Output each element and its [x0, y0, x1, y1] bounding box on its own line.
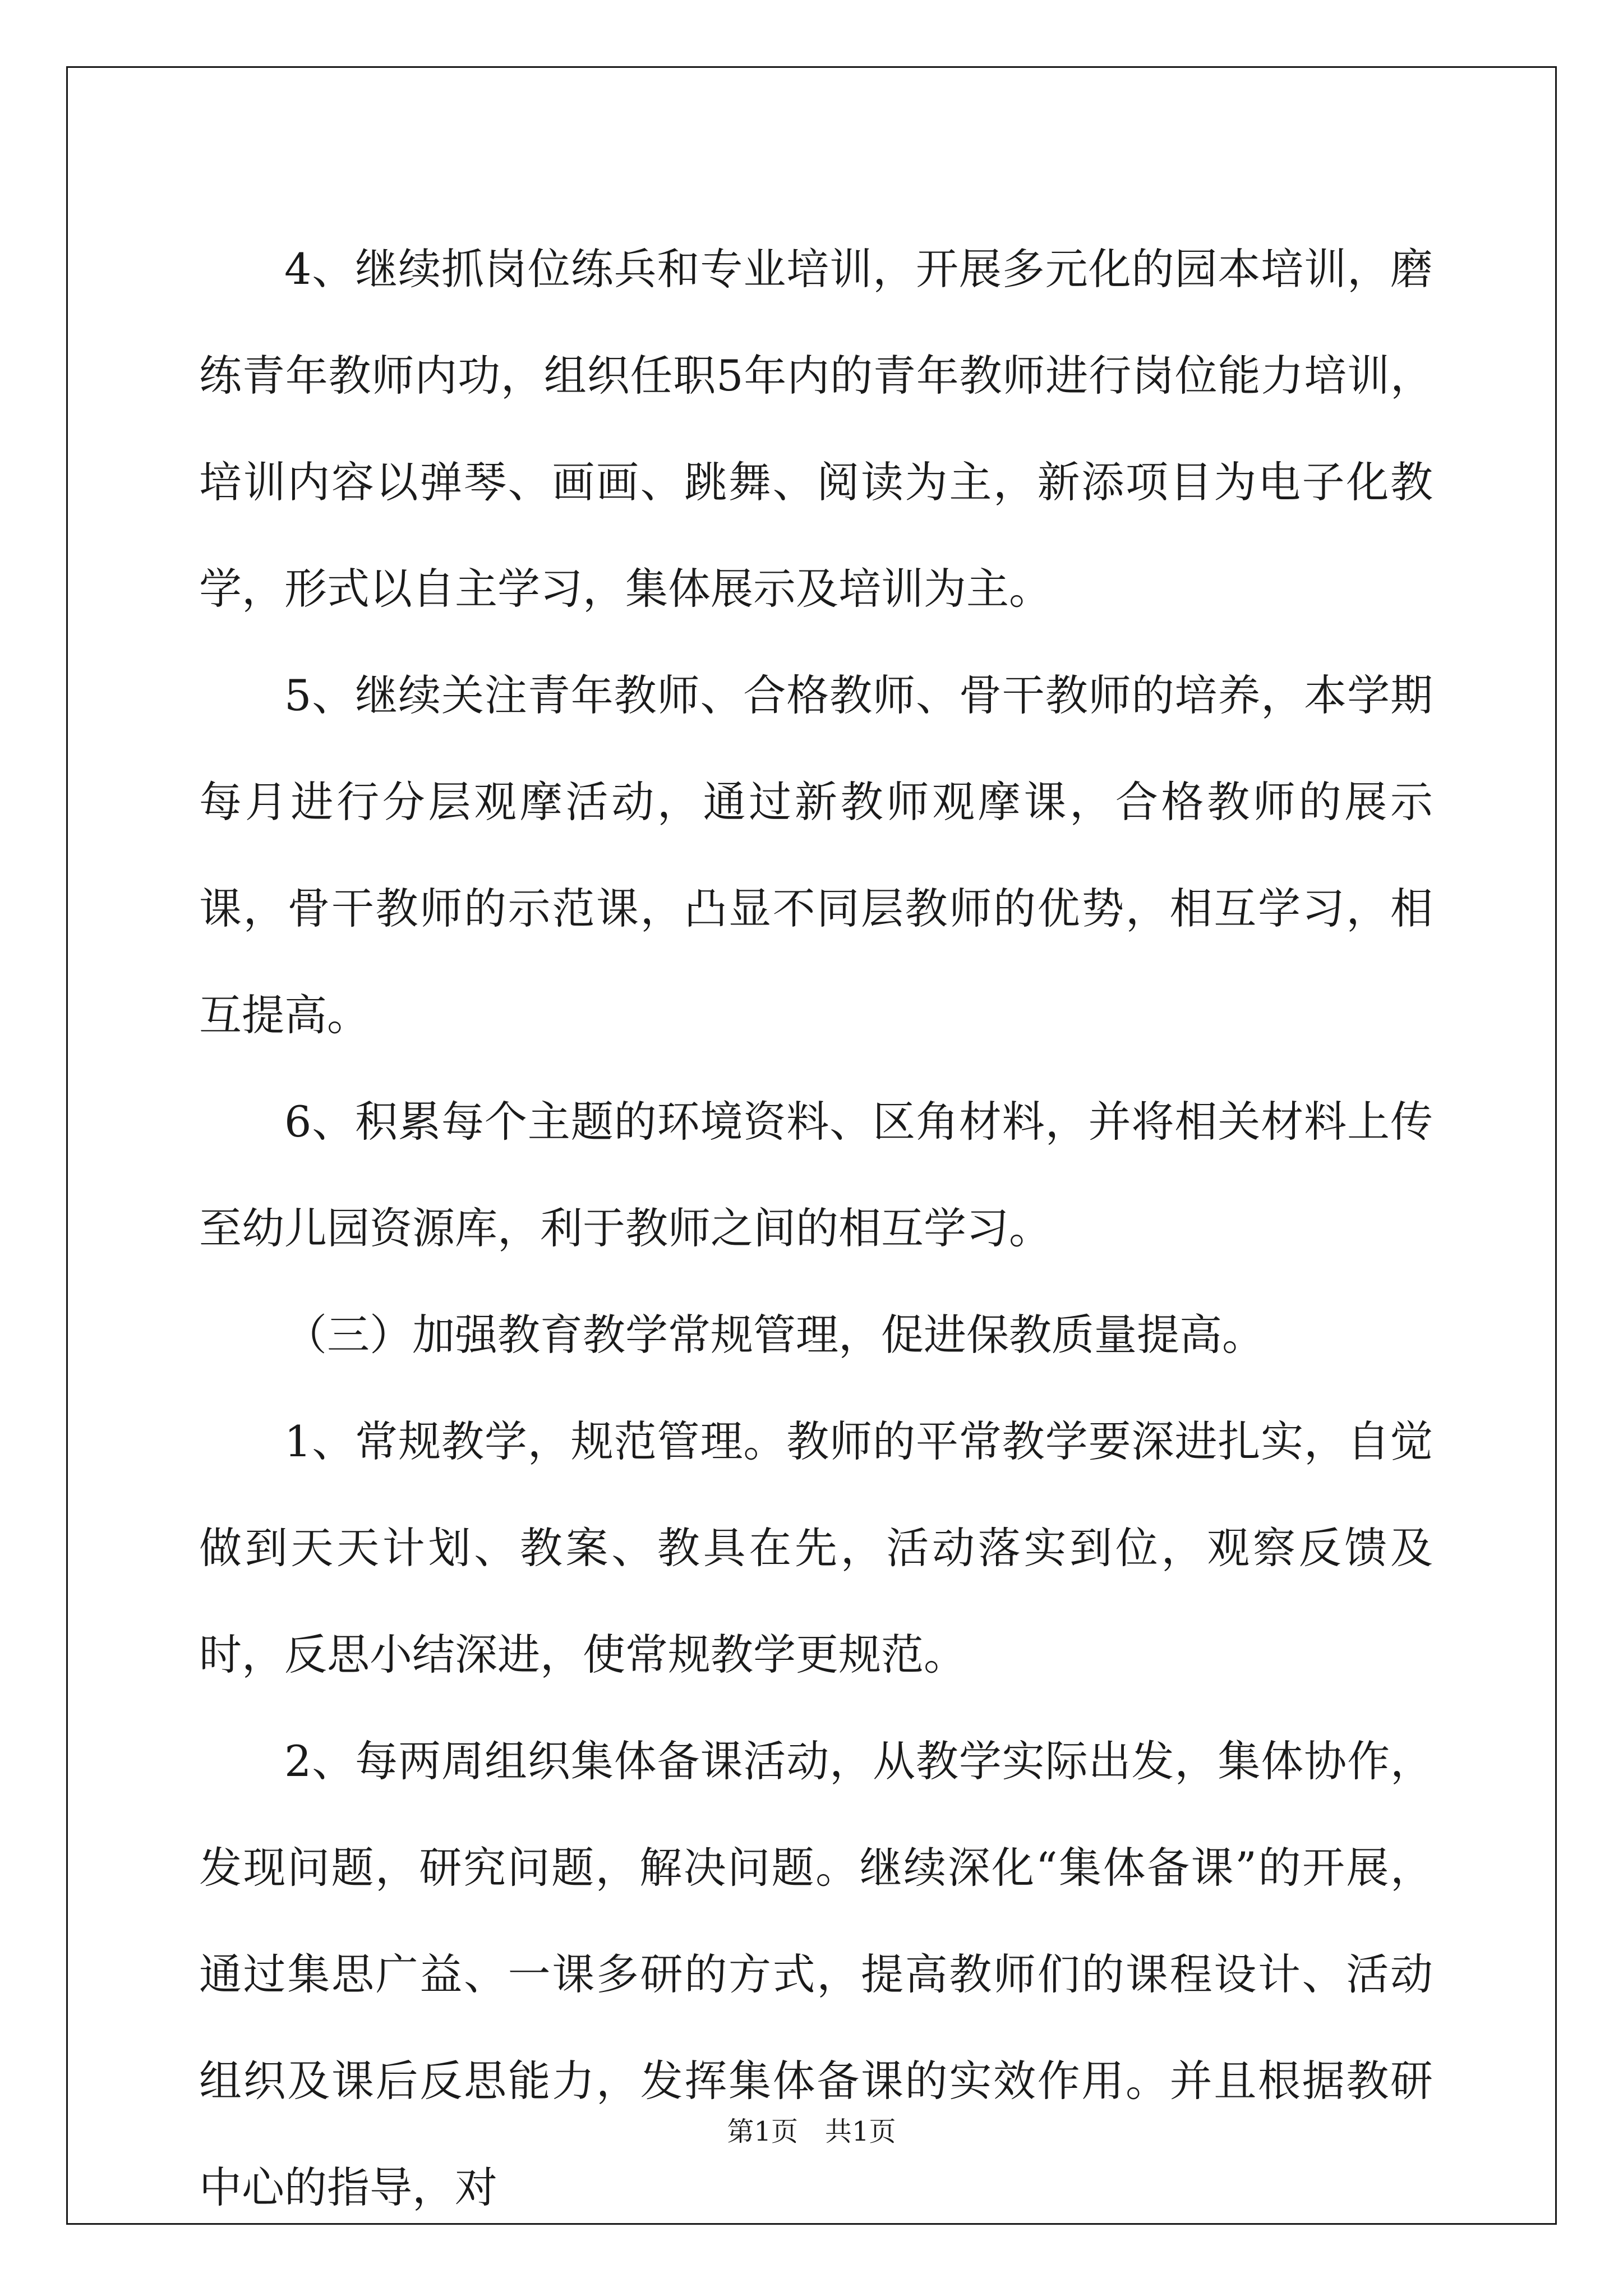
page-footer	[0, 2115, 1623, 2148]
paragraph-item-4-training: 4、继续抓岗位练兵和专业培训，开展多元化的园本培训，磨练青年教师内功，组织任职5年内的青年教师进行岗位能力培训，培训内容以弹琴、画画、跳舞、阅读为主，新添项目为电子化教学，形式以自主学习，集体展示及培训为主。	[199, 244, 1433, 614]
page-number: 第1页	[727, 2116, 798, 2147]
page-total: 共1页	[825, 2116, 896, 2147]
paragraph-item-2-collective-lesson-prep: 2、每两周组织集体备课活动，从教学实际出发，集体协作，发现问题，研究问题，解决问题。继续深化“集体备课”的开展，通过集思广益、一课多研的方式，提高教师们的课程设计、活动组织及课后反思能力，发挥集体备课的实效作用。并且根据教研中心的指导，对	[199, 1736, 1433, 2212]
paragraph-item-5-teacher-development: 5、继续关注青年教师、合格教师、骨干教师的培养，本学期每月进行分层观摩活动，通过新教师观摩课，合格教师的展示课，骨干教师的示范课，凸显不同层教师的优势，相互学习，相互提高。	[199, 670, 1433, 1040]
paragraph-item-1-routine-teaching: 1、常规教学，规范管理。教师的平常教学要深进扎实，自觉做到天天计划、教案、教具在先，活动落实到位，观察反馈及时，反思小结深进，使常规教学更规范。	[199, 1416, 1433, 1680]
document-body	[199, 216, 1433, 2241]
section-heading-three: （三）加强教育教学常规管理，促进保教质量提高。	[284, 1310, 1265, 1360]
paragraph-item-6-resources: 6、积累每个主题的环境资料、区角材料，并将相关材料上传至幼儿园资源库，利于教师之间的相互学习。	[199, 1097, 1433, 1253]
